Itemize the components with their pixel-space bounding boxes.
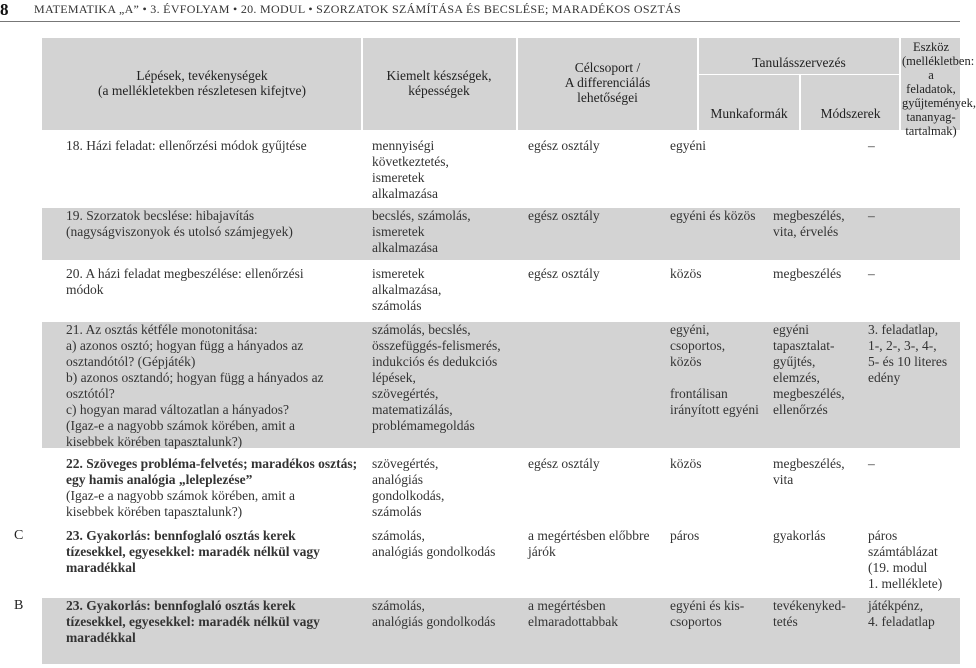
cell-line: – xyxy=(868,266,875,281)
table-row xyxy=(0,598,960,664)
cell-step xyxy=(66,138,366,154)
cell-line: járók xyxy=(528,544,556,559)
cell-workforms xyxy=(670,528,770,544)
cell-methods xyxy=(773,266,865,282)
col-tools-line6: tartalmak) xyxy=(905,124,957,138)
cell-tools xyxy=(868,528,958,592)
cell-skills xyxy=(372,598,524,630)
cell-tools xyxy=(868,138,958,154)
cell-line: osztandótól? (Gépjáték) xyxy=(66,354,196,369)
cell-skills xyxy=(372,266,524,314)
cell-line: egyéni és közös xyxy=(670,208,756,223)
cell-methods xyxy=(773,322,865,418)
table-row xyxy=(0,138,960,200)
cell-line: tetés xyxy=(773,614,798,629)
cell-step xyxy=(66,266,366,298)
cell-line: közös xyxy=(670,456,702,471)
cell-target xyxy=(528,266,668,282)
cell-line: számolás, xyxy=(372,528,425,543)
col-skills-title: Kiemelt készségek, xyxy=(386,68,492,83)
cell-line: alkalmazása, xyxy=(372,282,442,297)
cell-line: kisebbek körében tapasztalunk?) xyxy=(66,504,243,519)
cell-line: maradékkal xyxy=(66,560,136,575)
cell-line: számolás xyxy=(372,298,422,313)
cell-step xyxy=(66,598,366,646)
cell-line: maradékkal xyxy=(66,630,136,645)
cell-line: 1-, 2-, 3-, 4-, xyxy=(868,338,937,353)
col-tools-line5: tananyag- xyxy=(906,110,956,124)
cell-line: egész osztály xyxy=(528,456,600,471)
cell-methods xyxy=(773,208,865,240)
cell-methods xyxy=(773,598,865,630)
col-tools-line4: gyűjtemények, xyxy=(902,96,976,110)
cell-target xyxy=(528,138,668,154)
table-row xyxy=(0,322,960,448)
col-skills-header xyxy=(364,68,514,98)
col-tools-header xyxy=(902,40,976,138)
cell-line: 1. melléklete) xyxy=(868,576,943,591)
cell-tools xyxy=(868,208,958,224)
cell-target xyxy=(528,208,668,224)
cell-line: közös xyxy=(670,266,702,281)
cell-workforms xyxy=(670,138,770,154)
cell-line: 18. Házi feladat: ellenőrzési módok gyűjtése xyxy=(66,138,307,153)
cell-line: összefüggés-felismerés, xyxy=(372,338,501,353)
cell-target xyxy=(528,598,668,630)
cell-line: egyéni xyxy=(670,138,706,153)
cell-line: 23. Gyakorlás: bennfoglaló osztás kerek xyxy=(66,528,296,543)
cell-line: matematizálás, xyxy=(372,402,453,417)
col-tools-title: Eszköz xyxy=(912,40,950,54)
cell-line: analógiás gondolkodás xyxy=(372,614,496,629)
cell-line: ismeretek xyxy=(372,170,425,185)
col-org-header: Tanulásszervezés xyxy=(752,55,846,70)
cell-line: indukciós és dedukciós xyxy=(372,354,498,369)
cell-line: közös xyxy=(670,354,702,369)
cell-skills xyxy=(372,322,524,434)
table-row xyxy=(0,266,960,316)
col-workforms-header: Munkaformák xyxy=(710,106,788,121)
cell-line: alkalmazása xyxy=(372,240,438,255)
cell-line: a megértésben xyxy=(528,598,606,613)
col-steps-title: Lépések, tevékenységek xyxy=(136,68,268,83)
cell-target xyxy=(528,456,668,472)
cell-line: (Igaz-e a nagyobb számok körében, amit a xyxy=(66,418,296,433)
cell-line: szövegértés, xyxy=(372,456,439,471)
cell-line: megbeszélés xyxy=(773,266,842,281)
col-steps-header xyxy=(52,68,352,98)
cell-target xyxy=(528,528,668,560)
cell-workforms xyxy=(670,598,770,630)
cell-line: b) azonos osztandó; hogyan függ a hányados az xyxy=(66,370,324,385)
cell-line: számolás, xyxy=(372,598,425,613)
column-separator xyxy=(516,38,518,130)
cell-line: 4. feladatlap xyxy=(868,614,935,629)
cell-line: megbeszélés, xyxy=(773,386,845,401)
cell-line: alkalmazása xyxy=(372,186,438,201)
page-number: 8 xyxy=(0,0,9,19)
cell-line: gyakorlás xyxy=(773,528,826,543)
cell-line: számtáblázat xyxy=(868,544,938,559)
cell-line: számolás xyxy=(372,504,422,519)
cell-line: tapasztalat- xyxy=(773,338,835,353)
cell-line: elmaradottabbak xyxy=(528,614,618,629)
cell-line: egy hamis analógia „leleplezése” xyxy=(66,472,253,487)
cell-line: becslés, számolás, xyxy=(372,208,471,223)
col-methods-header: Módszerek xyxy=(820,106,881,121)
page-header xyxy=(0,0,960,22)
cell-line: vita xyxy=(773,472,794,487)
cell-methods xyxy=(773,528,865,544)
cell-line: ismeretek xyxy=(372,266,425,281)
table-row xyxy=(0,528,960,590)
column-separator xyxy=(899,38,901,130)
col-tools-line2: (mellékletben: xyxy=(902,54,975,68)
cell-line: gondolkodás, xyxy=(372,488,445,503)
org-divider xyxy=(697,74,899,75)
cell-step xyxy=(66,528,366,576)
cell-line xyxy=(670,370,770,386)
column-separator xyxy=(799,75,801,130)
row-group-marker: C xyxy=(14,528,24,543)
col-target-line3: lehetőségei xyxy=(577,90,638,105)
cell-line: mennyiségi xyxy=(372,138,435,153)
cell-line: egyéni xyxy=(773,322,809,337)
header-rule xyxy=(0,21,960,22)
cell-step xyxy=(66,456,366,520)
cell-line: – xyxy=(868,456,875,471)
cell-workforms xyxy=(670,456,770,472)
cell-line: elemzés, xyxy=(773,370,820,385)
cell-line: szövegértés, xyxy=(372,386,439,401)
cell-skills xyxy=(372,208,524,256)
cell-line: módok xyxy=(66,282,104,297)
column-separator xyxy=(361,38,363,130)
cell-line: irányított egyéni xyxy=(670,402,759,417)
col-target-line1: Célcsoport / xyxy=(574,60,641,75)
cell-workforms xyxy=(670,322,770,418)
cell-line: páros xyxy=(670,528,700,543)
cell-line: (Igaz-e a nagyobb számok körében, amit a xyxy=(66,488,296,503)
row-group-marker: B xyxy=(14,598,24,613)
cell-line: problémamegoldás xyxy=(372,418,475,433)
cell-line: a) azonos osztó; hogyan függ a hányados az xyxy=(66,338,304,353)
cell-tools xyxy=(868,598,958,630)
col-tools-line3: a feladatok, xyxy=(906,68,956,96)
col-skills-subtitle: képességek xyxy=(408,83,470,98)
cell-line: osztótól? xyxy=(66,386,115,401)
cell-line: csoportos, xyxy=(670,338,726,353)
cell-line: 5- és 10 literes xyxy=(868,354,948,369)
cell-tools xyxy=(868,322,958,386)
cell-line: (nagyságviszonyok és utolsó számjegyek) xyxy=(66,224,293,239)
col-steps-subtitle: (a mellékletekben részletesen kifejtve) xyxy=(97,83,307,98)
cell-step xyxy=(66,322,366,450)
cell-line: – xyxy=(868,138,875,153)
cell-line: 20. A házi feladat megbeszélése: ellenőrzési xyxy=(66,266,304,281)
cell-skills xyxy=(372,456,524,520)
cell-skills xyxy=(372,138,524,202)
cell-line: 3. feladatlap, xyxy=(868,322,939,337)
cell-line: ismeretek xyxy=(372,224,425,239)
cell-line: edény xyxy=(868,370,901,385)
cell-line: analógiás gondolkodás xyxy=(372,544,496,559)
table-row xyxy=(0,456,960,520)
cell-tools xyxy=(868,456,958,472)
cell-line: egész osztály xyxy=(528,266,600,281)
cell-line: tízesekkel, egyesekkel: maradék nélkül vagy xyxy=(66,614,320,629)
cell-line: számolás, becslés, xyxy=(372,322,471,337)
cell-line: tízesekkel, egyesekkel: maradék nélkül vagy xyxy=(66,544,320,559)
cell-line: 19. Szorzatok becslése: hibajavítás xyxy=(66,208,255,223)
cell-line: páros xyxy=(868,528,898,543)
table-row xyxy=(0,208,960,260)
cell-line: vita, érvelés xyxy=(773,224,839,239)
cell-line: ellenőrzés xyxy=(773,402,828,417)
cell-methods xyxy=(773,456,865,488)
cell-line: gyűjtés, xyxy=(773,354,816,369)
cell-line: csoportos xyxy=(670,614,722,629)
cell-line: frontálisan xyxy=(670,386,728,401)
cell-line: lépések, xyxy=(372,370,416,385)
col-target-header xyxy=(520,60,695,105)
cell-line: egész osztály xyxy=(528,208,600,223)
cell-line: c) hogyan marad változatlan a hányados? xyxy=(66,402,290,417)
cell-skills xyxy=(372,528,524,560)
cell-line: 22. Szöveges probléma-felvetés; maradékos osztás; xyxy=(66,456,358,471)
cell-line: megbeszélés, xyxy=(773,208,845,223)
cell-workforms xyxy=(670,208,770,224)
running-title: MATEMATIKA „A” • 3. ÉVFOLYAM • 20. MODUL • SZORZATOK SZÁMÍTÁSA ÉS BECSLÉSE; MARADÉKOS OSZTÁS xyxy=(34,2,682,16)
cell-line: megbeszélés, xyxy=(773,456,845,471)
cell-line: kisebbek körében tapasztalunk?) xyxy=(66,434,243,449)
cell-line: 21. Az osztás kétféle monotonitása: xyxy=(66,322,258,337)
table-header xyxy=(42,38,976,138)
col-target-line2: A differenciálás xyxy=(564,75,651,90)
cell-line: (19. modul xyxy=(868,560,928,575)
cell-line: analógiás xyxy=(372,472,423,487)
cell-line: a megértésben előbbre xyxy=(528,528,650,543)
cell-line: következtetés, xyxy=(372,154,449,169)
cell-line: játékpénz, xyxy=(868,598,924,613)
cell-line: egyéni és kis- xyxy=(670,598,745,613)
cell-line: – xyxy=(868,208,875,223)
cell-line: tevékenyked- xyxy=(773,598,846,613)
cell-line: 23. Gyakorlás: bennfoglaló osztás kerek xyxy=(66,598,296,613)
cell-tools xyxy=(868,266,958,282)
cell-line: egész osztály xyxy=(528,138,600,153)
cell-line: egyéni, xyxy=(670,322,710,337)
cell-workforms xyxy=(670,266,770,282)
cell-step xyxy=(66,208,366,240)
